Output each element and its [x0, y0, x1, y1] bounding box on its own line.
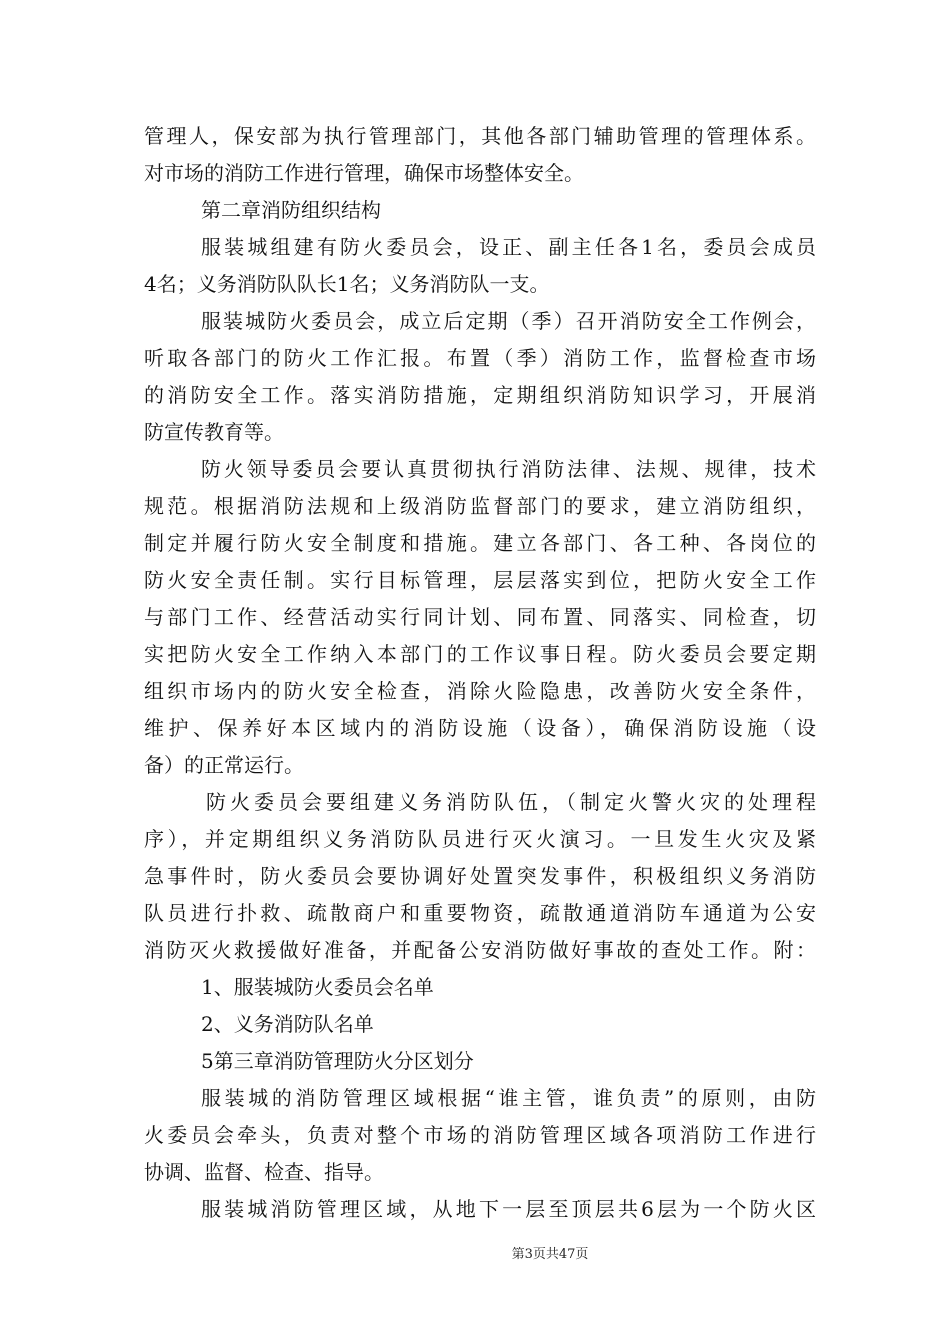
text-line: 火委员会牵头，负责对整个市场的消防管理区域各项消防工作进行: [144, 1123, 816, 1147]
document-body: [144, 118, 816, 1228]
text-line: 急事件时，防火委员会要协调好处置突发事件，积极组织义务消防: [144, 864, 816, 888]
text-line: 防火安全责任制。实行目标管理，层层落实到位，把防火安全工作: [144, 568, 816, 592]
text-line: 的消防安全工作。落实消防措施，定期组织消防知识学习，开展消: [144, 383, 816, 407]
text-line: 序），并定期组织义务消防队员进行灭火演习。一旦发生火灾及紧: [144, 827, 816, 851]
text-line: 防火委员会要组建义务消防队伍，（制定火警火灾的处理程: [206, 790, 816, 814]
text-line: 听取各部门的防火工作汇报。布置（季）消防工作，监督检查市场: [144, 346, 816, 370]
text-line: 服装城的消防管理区域根据“谁主管，谁负责”的原则，由防: [201, 1086, 816, 1110]
text-line: 消防灭火救援做好准备，并配备公安消防做好事故的查处工作。附：: [144, 938, 816, 962]
text-line: 4名；义务消防队队长1名；义务消防队一支。: [144, 272, 550, 296]
text-line: 防宣传教育等。: [144, 420, 284, 444]
text-line: 协调、监督、检查、指导。: [144, 1160, 384, 1184]
text-line: 规范。根据消防法规和上级消防监督部门的要求，建立消防组织，: [144, 494, 816, 518]
text-line: 维护、保养好本区域内的消防设施（设备），确保消防设施（设: [144, 716, 816, 740]
text-line: 与部门工作、经营活动实行同计划、同布置、同落实、同检查，切: [144, 605, 816, 629]
text-line: 组织市场内的防火安全检查，消除火险隐患，改善防火安全条件，: [144, 679, 816, 703]
text-line: 5第三章消防管理防火分区划分: [201, 1049, 474, 1073]
text-line: 服装城防火委员会，成立后定期（季）召开消防安全工作例会，: [201, 309, 816, 333]
page-number: 第3页共47页: [511, 1247, 589, 1262]
text-line: 队员进行扑救、疏散商户和重要物资，疏散通道消防车通道为公安: [144, 901, 816, 925]
text-line: 2、义务消防队名单: [201, 1012, 374, 1036]
text-line: 服装城组建有防火委员会，设正、副主任各1名，委员会成员: [201, 235, 816, 259]
text-line: 管理人，保安部为执行管理部门，其他各部门辅助管理的管理体系。: [144, 124, 816, 148]
text-line: 对市场的消防工作进行管理，确保市场整体安全。: [144, 161, 584, 185]
text-line: 备）的正常运行。: [144, 753, 304, 777]
text-line: 防火领导委员会要认真贯彻执行消防法律、法规、规律，技术: [201, 457, 816, 481]
text-line: 实把防火安全工作纳入本部门的工作议事日程。防火委员会要定期: [144, 642, 816, 666]
text-line: 1、服装城防火委员会名单: [201, 975, 434, 999]
text-line: 第二章消防组织结构: [201, 198, 381, 222]
text-line: 服装城消防管理区域，从地下一层至顶层共6层为一个防火区: [201, 1197, 816, 1221]
text-line: 制定并履行防火安全制度和措施。建立各部门、各工种、各岗位的: [144, 531, 816, 555]
